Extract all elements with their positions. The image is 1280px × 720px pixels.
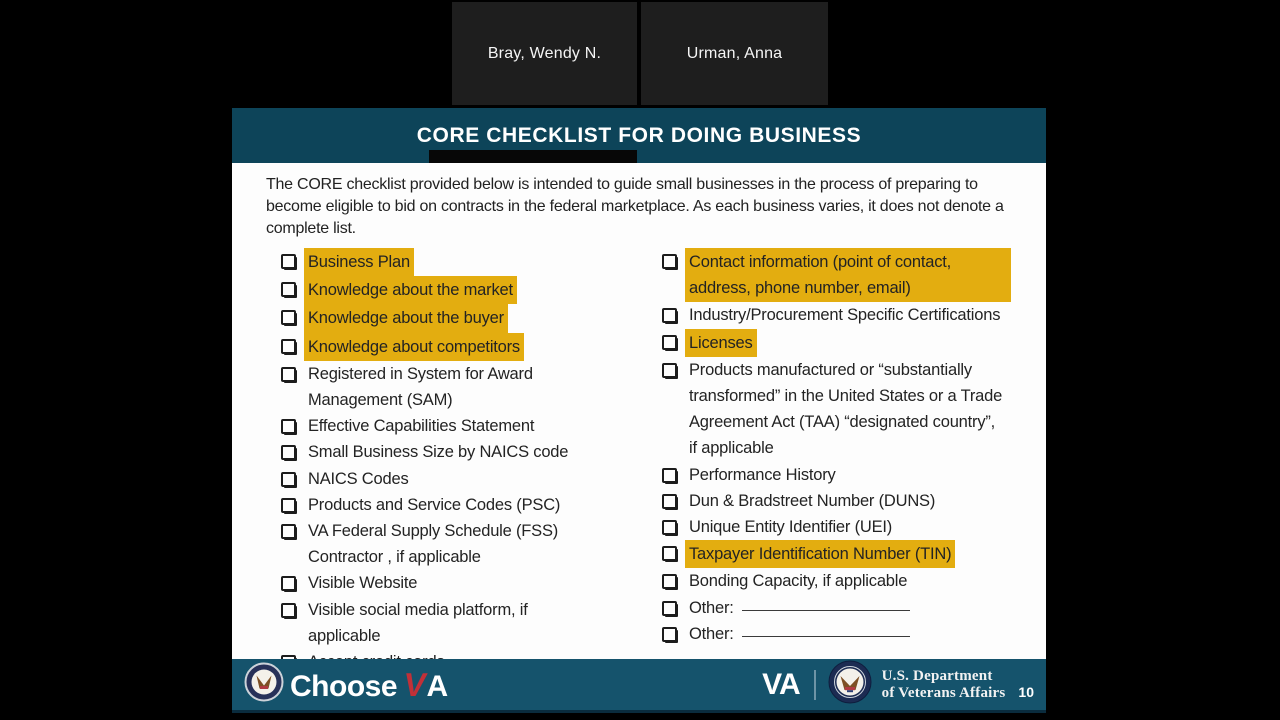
checklist-item: [281, 492, 651, 518]
presentation-slide: [232, 108, 1046, 713]
intro-paragraph: The CORE checklist provided below is intended to guide small businesses in the process of preparing to become eligible to bid on contracts in the federal marketplace. As each business varies, it does not denote a complete list.: [266, 176, 1004, 237]
checklist-item-label: Effective Capabilities Statement: [308, 417, 535, 436]
va-wordmark: VA: [762, 667, 800, 701]
checklist-item: [662, 514, 1020, 540]
participant-name: Urman, Anna: [686, 44, 783, 62]
checkbox-icon: [662, 308, 677, 323]
checklist-columns: [266, 248, 1020, 675]
checklist-item: [662, 357, 1020, 462]
checkbox-icon: [281, 419, 296, 434]
choose-va-wordmark: Choose VA: [290, 665, 448, 703]
checkbox-icon: [281, 445, 296, 460]
slide-body: [232, 163, 1046, 659]
checklist-item-label: Unique Entity Identifier (UEI): [689, 518, 893, 537]
checklist-item: [281, 413, 651, 439]
checklist-item-label: Other:: [689, 624, 734, 643]
participant-name: Bray, Wendy N.: [487, 44, 602, 62]
checklist-item: [662, 462, 1020, 488]
checklist-item: [281, 248, 651, 276]
checklist-item-label: Contact information (point of contact, address, phone number, email): [685, 248, 1011, 302]
checkbox-icon: [281, 472, 296, 487]
va-seal-icon: [828, 660, 872, 709]
blank-line: [742, 595, 910, 611]
checklist-item: [662, 540, 1020, 568]
checklist-item-label: Visible social media platform, if applicable: [308, 600, 528, 645]
checklist-item-label: Visible Website: [308, 574, 418, 593]
checkbox-icon: [662, 627, 677, 642]
checklist-item-label: Products and Service Codes (PSC): [308, 495, 561, 514]
checkbox-icon: [662, 574, 677, 589]
checkbox-icon: [662, 520, 677, 535]
checkbox-icon: [662, 468, 677, 483]
checklist-item: [281, 597, 651, 649]
checkbox-icon: [662, 494, 677, 509]
checkbox-icon: [662, 254, 677, 269]
checklist-item: [662, 329, 1020, 357]
checklist-item-other: [662, 595, 1020, 621]
checklist-item-label: Knowledge about the buyer: [304, 304, 508, 332]
checklist-item-label: Small Business Size by NAICS code: [308, 443, 569, 462]
va-department-logo: [762, 660, 1034, 709]
choose-va-logo: [244, 662, 448, 707]
checklist-item-label: Licenses: [685, 329, 757, 357]
video-tile-urman[interactable]: [641, 2, 828, 105]
page-number: 10: [1018, 683, 1034, 700]
checkbox-icon: [662, 363, 677, 378]
checklist-item-label: Bonding Capacity, if applicable: [689, 572, 908, 591]
checklist-item: [662, 568, 1020, 594]
checklist-item-label: Industry/Procurement Specific Certifications: [689, 306, 1001, 325]
checklist-item: [281, 518, 651, 570]
blank-line: [742, 621, 910, 637]
checkbox-icon: [281, 254, 296, 269]
checklist-item-label: Performance History: [689, 465, 836, 484]
checkbox-icon: [281, 603, 296, 618]
checklist-item-label: Dun & Bradstreet Number (DUNS): [689, 491, 936, 510]
checklist-item-label: Other:: [689, 598, 734, 617]
checklist-item: [662, 248, 1020, 302]
checklist-item: [281, 466, 651, 492]
checklist-item: [662, 302, 1020, 328]
checklist-right-column: [651, 248, 1020, 675]
checklist-left-column: [266, 248, 651, 675]
checklist-item: [281, 361, 651, 413]
checklist-item: [281, 304, 651, 332]
red-v-check-icon: V: [400, 665, 429, 703]
checklist-item-other: [662, 621, 1020, 647]
checkbox-icon: [662, 601, 677, 616]
slide-title: CORE CHECKLIST FOR DOING BUSINESS: [416, 123, 862, 147]
checklist-item-label: Knowledge about competitors: [304, 333, 524, 361]
checkbox-icon: [281, 310, 296, 325]
checkbox-icon: [281, 576, 296, 591]
checkbox-icon: [281, 367, 296, 382]
video-overlay-shadow: [429, 150, 637, 163]
slide-header: [232, 108, 1046, 163]
checklist-item-label: Registered in System for Award Management (SAM): [308, 364, 533, 410]
checklist-item: [281, 276, 651, 304]
checklist-item: [281, 333, 651, 361]
checkbox-icon: [281, 339, 296, 354]
checklist-item-label: Products manufactured or “substantially transformed” in the United States or a Trade Agreement Act (TAA) “designated country”, if applicable: [689, 360, 1003, 458]
checklist-item: [281, 439, 651, 465]
checkbox-icon: [281, 524, 296, 539]
checklist-item-label: Business Plan: [304, 248, 414, 276]
checklist-item: [281, 570, 651, 596]
checkbox-icon: [662, 335, 677, 350]
checkbox-icon: [281, 282, 296, 297]
divider: [814, 670, 816, 700]
checklist-item-label: Knowledge about the market: [304, 276, 517, 304]
checklist-item-label: NAICS Codes: [308, 469, 409, 488]
slide-footer: [232, 659, 1046, 710]
checklist-item-label: Taxpayer Identification Number (TIN): [685, 540, 955, 568]
checklist-item-label: VA Federal Supply Schedule (FSS) Contractor , if applicable: [308, 522, 559, 567]
video-tile-bray[interactable]: [452, 2, 637, 105]
checkbox-icon: [662, 546, 677, 561]
department-name: U.S. Department of Veterans Affairs: [881, 667, 1006, 701]
checkbox-icon: [281, 498, 296, 513]
choose-va-seal-icon: [244, 662, 284, 707]
checklist-item: [662, 488, 1020, 514]
